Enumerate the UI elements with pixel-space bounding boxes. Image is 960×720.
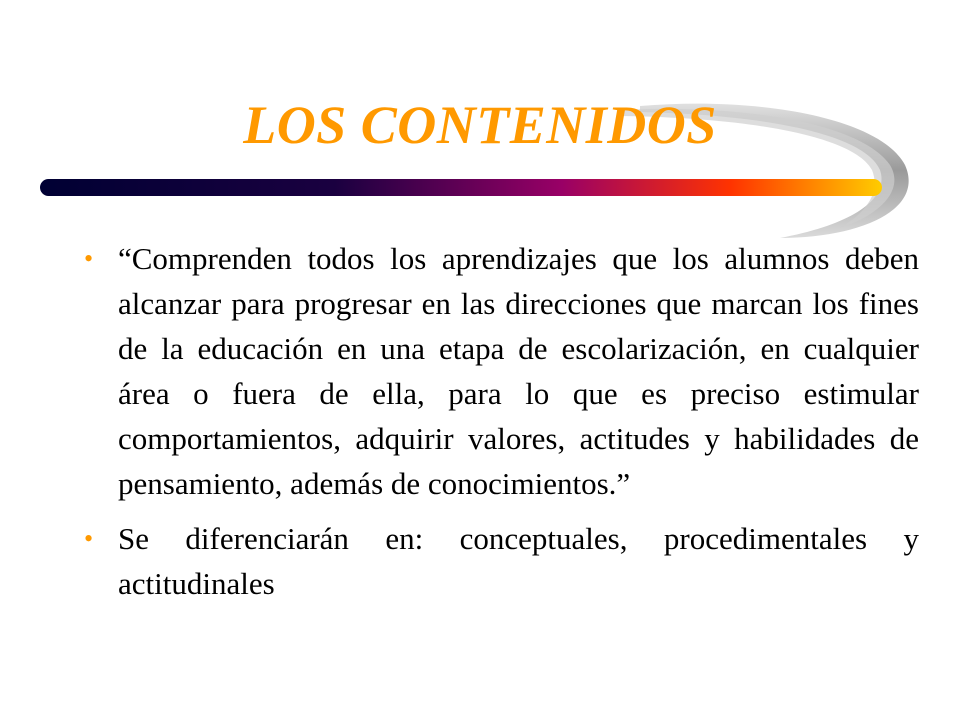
title-underline-bar xyxy=(40,179,882,196)
bullet-marker: • xyxy=(84,244,94,273)
bullet-marker: • xyxy=(84,524,94,553)
bullet-text: Se diferenciarán en: conceptuales, procedimentales y actitudinales xyxy=(118,521,919,601)
bullet-item xyxy=(84,516,919,606)
bullet-text: “Comprenden todos los aprendizajes que los alumnos deben alcanzar para progresar en las direcciones que marcan los fines de la educación en una etapa de escolarización, en cualquier área o fuera de ella, para lo que es preciso estimular comportamientos, adquirir valores, actitudes y habilidades de pensamiento, además de conocimientos.” xyxy=(118,241,919,501)
slide-title: LOS CONTENIDOS xyxy=(243,95,717,155)
bullet-item xyxy=(84,236,919,506)
bullet-list xyxy=(84,236,919,616)
